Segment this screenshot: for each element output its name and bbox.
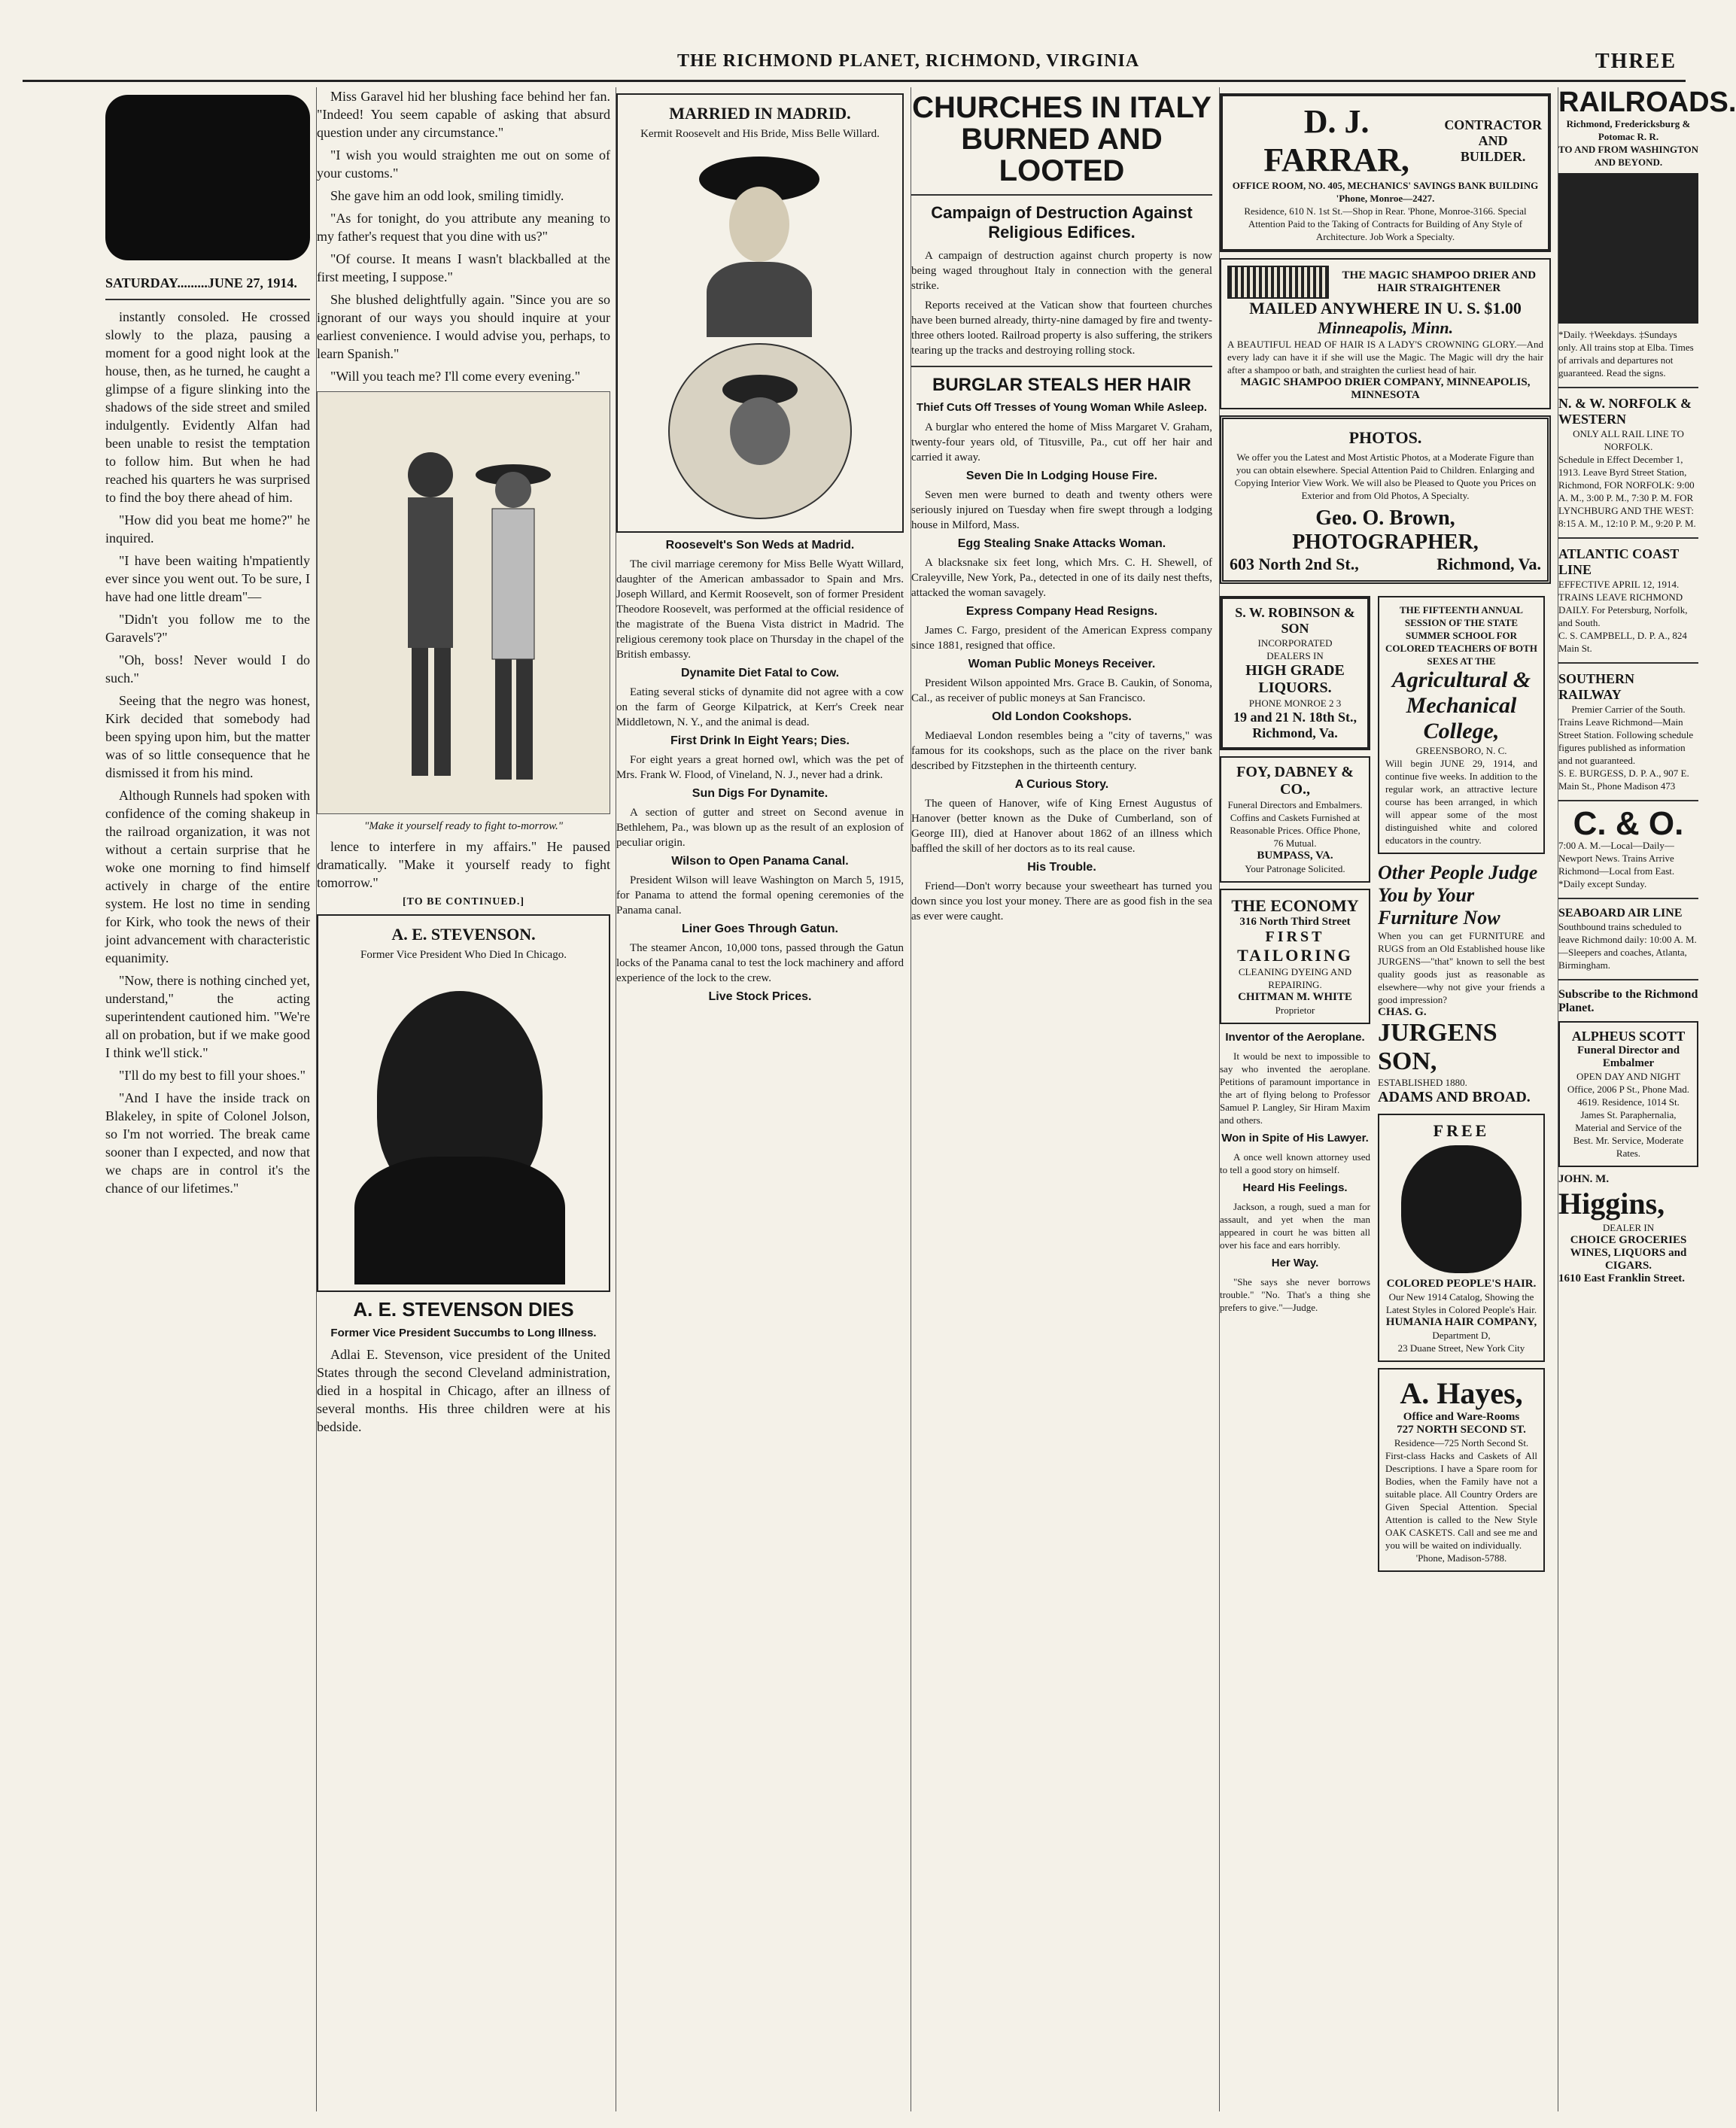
- ad-scott-text: Office, 2006 P St., Phone Mad. 4619. Residence, 1014 St. James St. Paraphernalia, Material and Service of the Best. Mr. Service, Moderate Rates.: [1567, 1084, 1690, 1159]
- acl-foot: C. S. CAMPBELL, D. P. A., 824 Main St.: [1558, 630, 1687, 654]
- column-1: [105, 87, 310, 2111]
- ad-higgins-first: JOHN. M.: [1558, 1173, 1610, 1185]
- ad-robinson-goods: HIGH GRADE LIQUORS.: [1245, 662, 1345, 696]
- serial-paragraph: lence to interfere in my affairs." He paused dramatically. "Make it yourself ready to fight tomorrow.": [317, 839, 610, 890]
- portrait-roosevelt: [668, 343, 852, 519]
- ad-alpheus-scott: [1558, 1021, 1698, 1167]
- portrait-stevenson: [324, 968, 603, 1284]
- ad-college-city: GREENSBORO, N. C.: [1415, 745, 1507, 756]
- box-subtitle: Kermit Roosevelt and His Bride, Miss Belle Willard.: [640, 128, 880, 140]
- column-2: [316, 87, 610, 2111]
- ad-magic-company: MAGIC SHAMPOO DRIER COMPANY, MINNEAPOLIS, MINNESOTA: [1240, 376, 1531, 401]
- illustration-caption: "Make it yourself ready to fight to-morrow.": [363, 820, 564, 832]
- serial-paragraph: "Now, there is nothing cinched yet, understand," the acting superintendent cautioned him. "We're all on probation, but if we make good I think we'll stick.": [105, 973, 310, 1060]
- ad-robinson-phone: PHONE MONROE 2 3: [1248, 698, 1342, 709]
- ad-economy-prop: CHITMAN M. WHITE: [1238, 991, 1352, 1003]
- hair-illustration: [1401, 1145, 1522, 1273]
- ink-blot: [105, 95, 310, 260]
- serial-paragraph: instantly consoled. He crossed slowly to the plaza, pausing a moment for a good night look at the house, then, as he turned, he caught a glimpse of a figure slinking into the shadows of the side street and smiled indulgently. Evidently Alfan had been unable to resist the temptation to follow him. But when he had reached his quarters he was surprised to find the boy there ahead of him.: [105, 309, 310, 505]
- ad-farrar-residence: Residence, 610 N. 1st St.—Shop in Rear. 'Phone, Monroe-3166. Special Attention Paid to the Taking of Contracts for Building of Any Style of Architecture. Job Work a Specialty.: [1244, 205, 1527, 242]
- ad-humania-hair: [1378, 1114, 1545, 1362]
- seaboard-title: SEABOARD AIR LINE: [1558, 907, 1683, 920]
- co-title: C. & O.: [1573, 805, 1684, 842]
- married-box: [616, 93, 904, 533]
- headline: Won in Spite of His Lawyer.: [1221, 1132, 1369, 1145]
- rfp-subtitle-2: TO AND FROM WASHINGTON AND BEYOND.: [1558, 144, 1699, 168]
- nw-title: N. & W. NORFOLK & WESTERN: [1558, 396, 1692, 427]
- ad-scott-open: OPEN DAY AND NIGHT: [1576, 1071, 1681, 1082]
- subhead-stevenson: Former Vice President Succumbs to Long Illness.: [330, 1327, 597, 1339]
- southern-foot: S. E. BURGESS, D. P. A., 907 E. Main St., Phone Madison 473: [1558, 768, 1689, 792]
- ad-farrar: [1220, 93, 1551, 252]
- headline: First Drink In Eight Years; Dies.: [670, 734, 850, 747]
- ad-higgins-dealer: DEALER IN: [1602, 1222, 1655, 1233]
- ad-jurgens: [1378, 862, 1545, 1106]
- ad-robinson: [1220, 596, 1370, 750]
- continued-note: [TO BE CONTINUED.]: [402, 896, 525, 907]
- ad-photos-city: Richmond, Va.: [1437, 555, 1541, 573]
- ad-hair-free: FREE: [1433, 1121, 1490, 1140]
- portrait-willard: [624, 149, 896, 337]
- headline: Heard His Feelings.: [1242, 1181, 1348, 1194]
- railroads-title: RAILROADS.: [1558, 87, 1736, 118]
- ad-robinson-name: S. W. ROBINSON & SON: [1235, 605, 1355, 636]
- ad-higgins-name: Higgins,: [1558, 1187, 1665, 1221]
- ad-jurgens-title: Other People Judge You by Your Furniture Now: [1378, 862, 1538, 929]
- ad-higgins-goods: CHOICE GROCERIES WINES, LIQUORS and CIGARS.: [1570, 1234, 1687, 1272]
- ad-hayes-office: Office and Ware-Rooms: [1403, 1411, 1520, 1423]
- divider: [1558, 800, 1698, 801]
- ad-foy-address: BUMPASS, VA.: [1257, 850, 1333, 862]
- ad-magic-city: Minneapolis, Minn.: [1317, 318, 1454, 337]
- ad-foy-name: FOY, DABNEY & CO.,: [1236, 764, 1354, 798]
- ad-higgins: [1558, 1173, 1698, 1285]
- southern-schedule: Trains Leave Richmond—Main Street Station. Following schedule figures published as information and not guaranteed.: [1558, 716, 1694, 766]
- ad-robinson-address: 19 and 21 N. 18th St., Richmond, Va.: [1233, 710, 1357, 740]
- ad-robinson-inc: INCORPORATED: [1257, 637, 1333, 649]
- ad-magic-mailed: MAILED ANYWHERE IN U. S. $1.00: [1249, 299, 1522, 318]
- ad-college-name: Agricultural & Mechanical College,: [1391, 667, 1531, 743]
- headline: Woman Public Moneys Receiver.: [968, 658, 1156, 670]
- headline-burglar: BURGLAR STEALS HER HAIR: [932, 375, 1191, 395]
- ad-economy-proprietor: Proprietor: [1275, 1005, 1315, 1016]
- divider: [1558, 387, 1698, 388]
- ad-hair-address: 23 Duane Street, New York City: [1397, 1342, 1525, 1354]
- dateline: SATURDAY.........JUNE 27, 1914.: [105, 275, 297, 290]
- box-subtitle: Former Vice President Who Died In Chicago.: [360, 949, 567, 961]
- headline: A Curious Story.: [1014, 778, 1109, 791]
- serial-paragraph: "How did you beat me home?" he inquired.: [105, 512, 310, 546]
- ad-jurgens-address: ADAMS AND BROAD.: [1378, 1089, 1531, 1105]
- ad-foy-foot: Your Patronage Solicited.: [1245, 863, 1345, 874]
- ad-economy-sub: CLEANING DYEING AND REPAIRING.: [1238, 966, 1352, 990]
- subhead-churches: Campaign of Destruction Against Religious Edifices.: [931, 203, 1193, 242]
- article-paragraph: Jackson, a rough, sued a man for assault, and yet when the man appeared in court he was bitten all over his face and ears horribly.: [1220, 1201, 1370, 1251]
- divider: [911, 194, 1212, 196]
- serial-paragraph: "I wish you would straighten me out on some of your customs.": [317, 147, 610, 181]
- rfp-note: *Daily. †Weekdays. ‡Sundays only. All trains stop at Elba. Times of arrivals and departures not guaranteed. Read the signs.: [1558, 329, 1694, 378]
- ad-photos: [1220, 415, 1551, 584]
- serial-paragraph: Although Runnels had spoken with confidence of the coming shakeup in the railroad organization, it was not without a certain surprise that he woke one morning to find himself actively in charge of the entire system. He lost no time in sending for Kirk, who took the news of their joint advancement with characteristic equanimity.: [105, 788, 310, 965]
- ad-economy-first: FIRST: [1265, 929, 1325, 945]
- ad-hair-company: HUMANIA HAIR COMPANY,: [1385, 1316, 1537, 1328]
- ad-photos-address: 603 North 2nd St.,: [1230, 555, 1359, 573]
- headline: Inventor of the Aeroplane.: [1225, 1031, 1365, 1044]
- masthead: [23, 45, 1686, 82]
- headline: Roosevelt's Son Weds at Madrid.: [665, 539, 855, 552]
- ad-hayes-phone: 'Phone, Madison-5788.: [1415, 1552, 1507, 1564]
- headline: Seven Die In Lodging House Fire.: [965, 470, 1158, 482]
- ad-economy-address: 316 North Third Street: [1239, 916, 1351, 928]
- divider: [1558, 979, 1698, 980]
- serial-paragraph: Seeing that the negro was honest, Kirk decided that somebody had been spying upon him, but the matter was of so little consequence that he dismissed it from his mind.: [105, 693, 310, 780]
- ad-photos-text: We offer you the Latest and Most Artistic Photos, at a Moderate Figure than you can obtain elsewhere. Special Attention Paid to Children. Enlarging and Copying Interior View Work. We will also be Pleased to Quote you Prices on Exterior and from Old Photos, A Specialty.: [1234, 451, 1537, 501]
- article-inventor: [1220, 1030, 1370, 1314]
- article-paragraph: Seven men were burned to death and twenty others were seriously injured on Tuesday when fire swept through a lodging house in Milford, Mass.: [911, 489, 1212, 531]
- headline: Liner Goes Through Gatun.: [682, 923, 838, 935]
- headline: Her Way.: [1271, 1257, 1319, 1269]
- ad-scott-name: ALPHEUS SCOTT: [1571, 1029, 1686, 1044]
- serial-paragraph: "Of course. It means I wasn't blackballed at the first meeting, I suppose.": [317, 251, 610, 284]
- southern-subtitle: Premier Carrier of the South.: [1571, 704, 1686, 715]
- headline-churches: CHURCHES IN ITALY BURNED AND LOOTED: [912, 91, 1212, 187]
- serial-paragraph: "I have been waiting h'mpatiently ever since you went out. To be sure, I have had one little dream"—: [105, 553, 310, 604]
- ad-farrar-trade: CONTRACTOR AND BUILDER.: [1444, 117, 1542, 164]
- article-paragraph: James C. Fargo, president of the American Express company since 1881, resigned that office.: [911, 625, 1212, 652]
- ad-foy-dabney: [1220, 756, 1370, 883]
- headline: Dynamite Diet Fatal to Cow.: [680, 667, 840, 679]
- article-paragraph: Eating several sticks of dynamite did not agree with a cow on the farm of George Kilpatrick, at Kerr's Creek near Middletown, N. Y., and the animal is dead.: [616, 686, 904, 728]
- masthead-title: THE RICHMOND PLANET, RICHMOND, VIRGINIA: [677, 51, 1140, 71]
- ad-hayes-text: First-class Hacks and Caskets of All Descriptions. I have a Spare room for Bodies, when the Family have not a suitable place. All Country Orders are Given Special Attention. Special Attention is called to the New Style OAK CASKETS. Call and see me and you will be waited on individually.: [1385, 1450, 1537, 1551]
- serial-paragraph: "I'll do my best to fill your shoes.": [119, 1068, 306, 1083]
- ad-magic-text: A BEAUTIFUL HEAD OF HAIR IS A LADY'S CROWNING GLORY.—And every lady can have it if she will use the Magic. The Magic will dry the hair after a shampoo or bath, and straighten the curliest head of hair.: [1227, 339, 1543, 375]
- ad-hayes-address: 727 NORTH SECOND ST.: [1397, 1424, 1526, 1436]
- ad-scott-sub: Funeral Director and Embalmer: [1576, 1044, 1680, 1069]
- serial-paragraph: "As for tonight, do you attribute any meaning to my father's request that you dine with us?": [317, 211, 610, 244]
- article-paragraph: A burglar who entered the home of Miss Margaret V. Graham, twenty-four years old, of Titusville, Pa., cut off her hair and carried it away.: [911, 421, 1212, 464]
- ad-hayes-residence: Residence—725 North Second St.: [1394, 1437, 1529, 1449]
- ad-photos-name: Geo. O. Brown, PHOTOGRAPHER,: [1292, 506, 1479, 554]
- illustration-figures: [318, 392, 610, 813]
- article-paragraph: The civil marriage ceremony for Miss Belle Wyatt Willard, daughter of the American ambassador to Spain and Mrs. Joseph Willard, and Kermit Roosevelt, son of former President Theodore Roosevelt, was performed at the official residence of the magistrate of the Buena Vista district in Madrid. The religious ceremony took place on Thursday in the chapel of the British embassy.: [616, 558, 904, 661]
- ad-agricultural-college: [1378, 596, 1545, 854]
- acl-title: ATLANTIC COAST LINE: [1558, 546, 1679, 577]
- divider: [911, 366, 1212, 367]
- ad-farrar-office: OFFICE ROOM, NO. 405, MECHANICS' SAVINGS BANK BUILDING 'Phone, Monroe—2427.: [1232, 180, 1539, 204]
- ad-hair-caption: COLORED PEOPLE'S HAIR.: [1386, 1278, 1537, 1290]
- ad-photos-title: PHOTOS.: [1348, 428, 1422, 447]
- serial-paragraph: "Oh, boss! Never would I do such.": [105, 652, 310, 686]
- headline: Egg Stealing Snake Attacks Woman.: [957, 537, 1166, 550]
- divider: [1558, 662, 1698, 664]
- article-paragraph: It would be next to impossible to say who invented the aeroplane. Petitions of paramount importance in the art of flying belong to Professor Samuel P. Langley, Sir Hiram Maxim and others.: [1220, 1050, 1370, 1126]
- ad-hayes: [1378, 1368, 1545, 1572]
- article-paragraph: Adlai E. Stevenson, vice president of the United States through the second Cleveland administration, died in a hospital in Chicago, after an illness of several months. His three children were at his bedside.: [317, 1347, 610, 1434]
- divider: [105, 299, 310, 300]
- serial-paragraph: Miss Garavel hid her blushing face behind her fan. "Indeed! You seem capable of asking that absurd question under any circumstance.": [317, 89, 610, 140]
- ad-college-session: THE FIFTEENTH ANNUAL SESSION OF THE STATE SUMMER SCHOOL FOR COLORED TEACHERS OF BOTH SEXES AT THE: [1385, 604, 1537, 667]
- article-paragraph: A blacksnake six feet long, which Mrs. C. H. Shewell, of Craleyville, New York, Pa., detected in one of its daily nest thefts, attacked the woman savagely.: [911, 557, 1212, 599]
- ad-higgins-address: 1610 East Franklin Street.: [1558, 1272, 1686, 1284]
- serial-paragraph: "Didn't you follow me to the Garavels'?": [105, 612, 310, 645]
- rfp-subtitle: Richmond, Fredericksburg & Potomac R. R.: [1566, 118, 1691, 142]
- headline-stevenson: A. E. STEVENSON DIES: [353, 1298, 574, 1321]
- divider: [1558, 898, 1698, 899]
- headline: His Trouble.: [1027, 861, 1096, 874]
- column-3: [616, 87, 904, 2111]
- divider: [1558, 537, 1698, 539]
- co-schedule: 7:00 A. M.—Local—Daily—Newport News. Trains Arrive Richmond—Local from East. *Daily except Sunday.: [1558, 840, 1675, 889]
- article-paragraph: The queen of Hanover, wife of King Ernest Augustus of Hanover (better known as the Duke of Cumberland, son of George III), died at Hanover about 1862 of an illness which baffled the skill of her doctors as to its real cause.: [911, 798, 1212, 855]
- illustration-duel: [317, 391, 610, 814]
- article-paragraph: President Wilson will leave Washington on March 5, 1915, for Panama to attend the formal opening ceremonies of the Panama canal.: [616, 874, 904, 917]
- serial-paragraph: "Will you teach me? I'll come every evening.": [330, 369, 581, 384]
- ad-magic-shampoo: [1220, 258, 1551, 409]
- headline: Live Stock Prices.: [708, 990, 812, 1003]
- nw-subtitle: ONLY ALL RAIL LINE TO NORFOLK.: [1573, 428, 1684, 452]
- subscribe-notice: Subscribe to the Richmond Planet.: [1558, 988, 1698, 1014]
- ad-hair-dept: Department D,: [1432, 1330, 1491, 1341]
- stevenson-box: [317, 914, 610, 1292]
- ad-robinson-dealers: DEALERS IN: [1266, 650, 1324, 661]
- article-paragraph: For eight years a great horned owl, which was the pet of Mrs. Frank W. Flood, of Vineland, N. J., never had a drink.: [616, 754, 904, 781]
- ad-economy: [1220, 889, 1370, 1024]
- column-5: [1219, 87, 1551, 2111]
- ad-hair-text: Our New 1914 Catalog, Showing the Latest Styles in Colored People's Hair.: [1385, 1291, 1537, 1315]
- column-6: [1558, 87, 1736, 2111]
- box-title: MARRIED IN MADRID.: [669, 104, 851, 123]
- headline: Wilson to Open Panama Canal.: [671, 855, 849, 868]
- headline: Old London Cookshops.: [992, 710, 1132, 723]
- subhead-burglar: Thief Cuts Off Tresses of Young Woman While Asleep.: [916, 401, 1208, 414]
- article-paragraph: "She says she never borrows trouble." "No. That's a thing she prefers to give."—Judge.: [1220, 1276, 1370, 1313]
- nw-schedule: Schedule in Effect December 1, 1913. Leave Byrd Street Station, Richmond, FOR NORFOLK: 9:00 A. M., 3:00 P. M., 7:30 P. M. FOR LYNCHBURG AND THE WEST: 8:15 A. M., 12:10 P. M., 9:20 P. M.: [1558, 454, 1696, 529]
- ad-hayes-name: A. Hayes,: [1400, 1376, 1523, 1410]
- column-4: [911, 87, 1212, 2111]
- page-number: THREE: [1595, 50, 1677, 73]
- article-paragraph: Mediaeval London resembles being a "city of taverns," was famous for its cookshops, such as the place on the river bank described by Fitzstephen in the thirteenth century.: [911, 730, 1212, 772]
- ad-jurgens-established: ESTABLISHED 1880.: [1378, 1077, 1467, 1088]
- article-paragraph: Reports received at the Vatican show that fourteen churches have been burned already, thirty-nine damaged by fire and twenty-three others looted. Railroad property is also suffering, the strikers tearing up the tracks and destroying rolling stock.: [911, 299, 1212, 357]
- ad-economy-trade: TAILORING: [1237, 946, 1353, 965]
- ad-economy-name: THE ECONOMY: [1231, 896, 1359, 915]
- article-paragraph: Friend—Don't worry because your sweetheart has turned you down since you lost your money. There are as good fish in the sea as ever were caught.: [911, 880, 1212, 923]
- article-paragraph: A campaign of destruction against church property is now being waged throughout Italy in connection with the general strike.: [911, 250, 1212, 292]
- article-paragraph: President Wilson appointed Mrs. Grace B. Caukin, of Sonoma, Cal., as receiver of public moneys at San Francisco.: [911, 677, 1212, 704]
- serial-paragraph: She gave him an odd look, smiling timidly.: [330, 188, 564, 203]
- ad-farrar-name: D. J. FARRAR,: [1263, 103, 1409, 178]
- serial-paragraph: She blushed delightfully again. "Since you are so ignorant of our ways you should inquire at your earliest convenience. I would advise you, perhaps, to learn Spanish.": [317, 292, 610, 361]
- southern-title: SOUTHERN RAILWAY: [1558, 671, 1635, 702]
- ad-foy-text: Funeral Directors and Embalmers. Coffins and Caskets Furnished at Reasonable Prices. Office Phone, 76 Mutual.: [1227, 799, 1363, 849]
- headline: Sun Digs For Dynamite.: [692, 787, 828, 800]
- comb-icon: [1227, 266, 1329, 299]
- headline: Express Company Head Resigns.: [965, 605, 1158, 618]
- ad-jurgens-name: CHAS. G.: [1378, 1006, 1427, 1018]
- article-paragraph: A section of gutter and street on Second avenue in Bethlehem, Pa., was blown up as the result of an explosion of peculiar origin.: [616, 807, 904, 849]
- ad-jurgens-text: When you can get FURNITURE and RUGS from an Old Established house like JURGENS—"that" known to sell the best quality goods just as reasonable as elsewhere—why not give your friends a good impression?: [1378, 930, 1545, 1005]
- ad-college-text: Will begin JUNE 29, 1914, and continue five weeks. In addition to the regular work, an attractive lecture course has been arranged, in which will appear some of the most distinguished white and colored educators in the country.: [1385, 758, 1537, 846]
- box-title: A. E. STEVENSON.: [391, 925, 536, 944]
- serial-paragraph: "And I have the inside track on Blakeley, in spite of Colonel Jolson, so I'm not worried. The break came sooner than I expected, and now that we chaps are in control it's the chance of our lifetimes.": [105, 1090, 310, 1196]
- ad-magic-brand: THE MAGIC SHAMPOO DRIER AND HAIR STRAIGHTENER: [1342, 269, 1537, 294]
- article-paragraph: The steamer Ancon, 10,000 tons, passed through the Gatun locks of the Panama canal to test the lock machinery and afford experience of the lock to the crew.: [616, 942, 904, 984]
- acl-schedule: EFFECTIVE APRIL 12, 1914. TRAINS LEAVE RICHMOND DAILY. For Petersburg, Norfolk, and South.: [1558, 579, 1688, 628]
- ad-jurgens-firm: JURGENS SON,: [1378, 1019, 1497, 1075]
- seaboard-schedule: Southbound trains scheduled to leave Richmond daily: 10:00 A. M.—Sleepers and coaches, Atlanta, Birmingham.: [1558, 921, 1697, 971]
- article-paragraph: A once well known attorney used to tell a good story on himself.: [1220, 1151, 1370, 1175]
- rfp-timetable: [1558, 173, 1698, 324]
